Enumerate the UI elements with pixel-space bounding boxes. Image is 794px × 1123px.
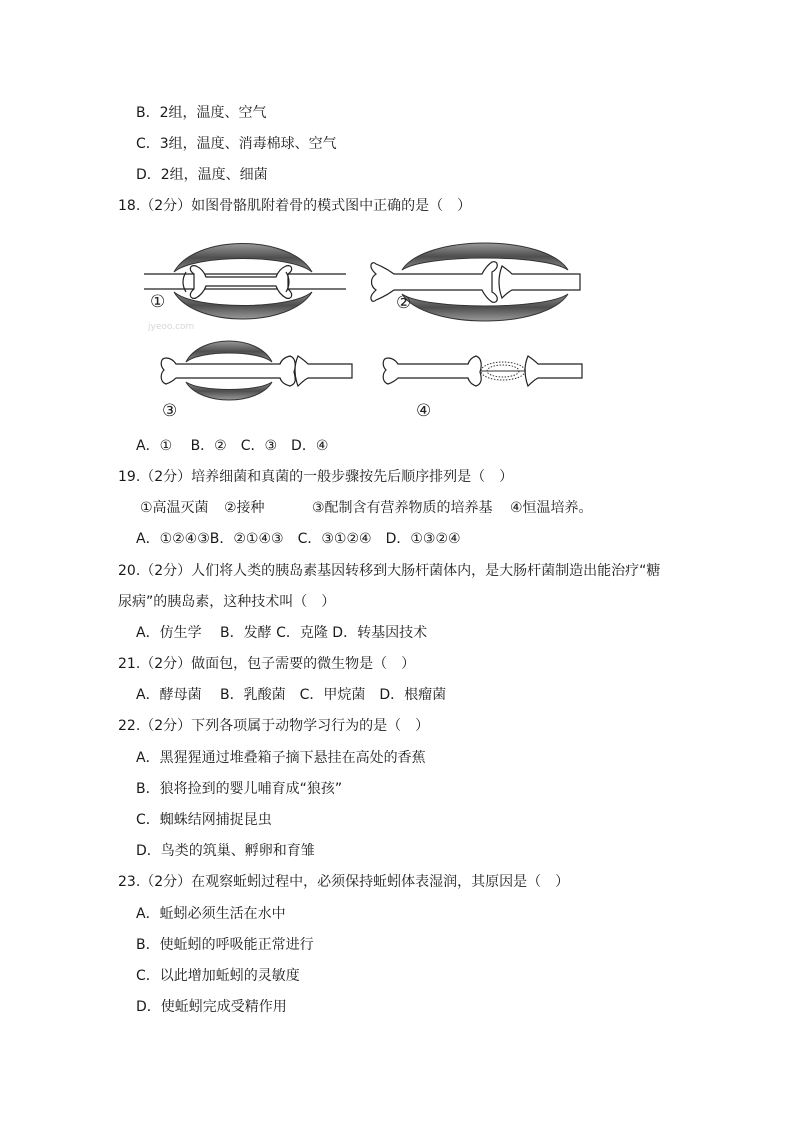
option-b: B．狼将捡到的婴儿哺育成“狼孩”: [136, 781, 343, 797]
step-1: ①高温灭菌: [140, 500, 209, 516]
panel-3: [161, 341, 352, 421]
answer-options: A．仿生学 B．发酵 C．克隆 D．转基因技术: [136, 625, 428, 641]
answer-options: A．① B．② C．③ D．④: [136, 438, 329, 454]
option-a: A．蚯蚓必须生活在水中: [136, 906, 286, 922]
answer-options: A．酵母菌 B．乳酸菌 C．甲烷菌 D．根瘤菌: [136, 687, 447, 703]
option-d: D．鸟类的筑巢、孵卵和育雏: [136, 843, 315, 859]
option-b: B．使蚯蚓的呼吸能正常进行: [136, 937, 314, 953]
skeletal-muscle-diagram: [140, 234, 590, 430]
question-stem: 19.（2分）培养细菌和真菌的一般步骤按先后顺序排列是（ ）: [118, 469, 514, 485]
step-4: ④恒温培养。: [510, 500, 593, 516]
answer-options: A．①②④③B．②①④③ C．③①②④ D．①③②④: [136, 531, 461, 547]
option-d: D．2组，温度、细菌: [136, 167, 268, 183]
question-stem: 20.（2分）人们将人类的胰岛素基因转移到大肠杆菌体内，是大肠杆菌制造出能治疗“糖: [118, 563, 661, 579]
question-stem: 21.（2分）做面包，包子需要的微生物是（ ）: [118, 656, 416, 672]
panel-label: ①: [150, 292, 166, 312]
panel-label: ④: [416, 401, 432, 421]
step-2: ②接种: [224, 500, 265, 516]
option-b: B．2组，温度、空气: [136, 105, 267, 121]
option-d: D．使蚯蚓完成受精作用: [136, 999, 287, 1015]
option-c: C．以此增加蚯蚓的灵敏度: [136, 968, 300, 984]
watermark: jyeoo.com: [148, 322, 195, 332]
option-c: C．蜘蛛结网捕捉昆虫: [136, 812, 272, 828]
question-stem-continued: 尿病”的胰岛素，这种技术叫（ ）: [118, 594, 336, 610]
option-a: A．黑猩猩通过堆叠箱子摘下悬挂在高处的香蕉: [136, 750, 426, 766]
panel-4: [383, 356, 582, 421]
panel-2: [371, 243, 580, 321]
question-stem: 18.（2分）如图骨骼肌附着骨的模式图中正确的是（ ）: [118, 198, 472, 214]
question-stem: 22.（2分）下列各项属于动物学习行为的是（ ）: [118, 718, 430, 734]
option-c: C．3组，温度、消毒棉球、空气: [136, 136, 337, 152]
panel-label: ③: [162, 401, 178, 421]
panel-1: [144, 244, 346, 320]
panel-label: ②: [396, 293, 412, 313]
step-3: ③配制含有营养物质的培养基: [312, 500, 493, 516]
question-stem: 23.（2分）在观察蚯蚓过程中，必须保持蚯蚓体表湿润，其原因是（ ）: [118, 874, 570, 890]
